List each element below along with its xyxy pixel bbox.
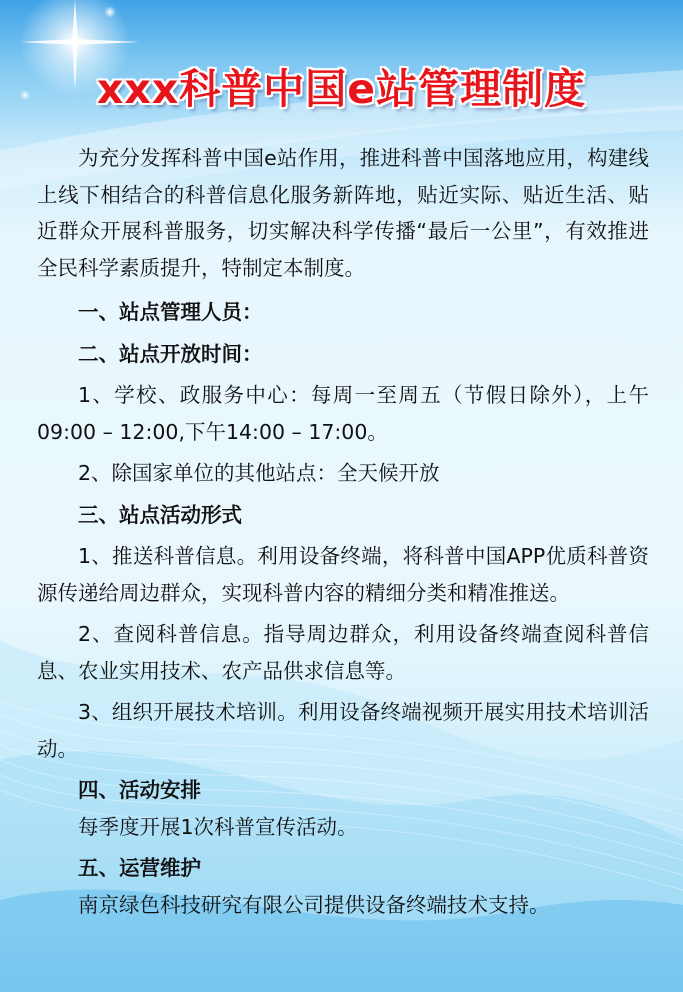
maintenance-text: 南京绿色科技研究有限公司提供设备终端技术支持。 (78, 892, 550, 917)
intro-paragraph: 为充分发挥科普中国e站作用，推进科普中国落地应用，构建线上线下相结合的科普信息化服务新阵地，贴近实际、贴近生活、贴近群众开展科普服务，切实解决科学传播“最后一公里”，有效推进全民科学素质提升，特制定本制度。 (37, 146, 649, 280)
activity-item-1: 1、推送科普信息。利用设备终端，将科普中国APP优质科普资源传递给周边群众，实现科普内容的精细分类和精准推送。 (37, 544, 649, 605)
section-heading-schedule: 四、活动安排 (78, 778, 201, 802)
schedule-text: 每季度开展1次科普宣传活动。 (78, 814, 358, 839)
activity-item-2: 2、查阅科普信息。指导周边群众，利用设备终端查阅科普信息、农业实用技术、农产品供求信息等。 (37, 622, 649, 683)
hours-item-2: 2、除国家单位的其他站点：全天候开放 (78, 461, 440, 485)
document-body (37, 140, 649, 923)
page-title: xxx科普中国e站管理制度 (96, 65, 587, 113)
section-heading-maintenance: 五、运营维护 (78, 856, 201, 880)
activity-item-3: 3、组织开展技术培训。利用设备终端视频开展实用技术培训活动。 (37, 700, 649, 761)
section-heading-activities: 三、站点活动形式 (78, 502, 242, 527)
section-heading-staff: 一、站点管理人员： (78, 300, 263, 324)
hours-item-1: 1、学校、政服务中心：每周一至周五（节假日除外），上午09:00 – 12:00,下午14:00 – 17:00。 (37, 383, 649, 444)
section-heading-hours: 二、站点开放时间： (78, 341, 263, 366)
